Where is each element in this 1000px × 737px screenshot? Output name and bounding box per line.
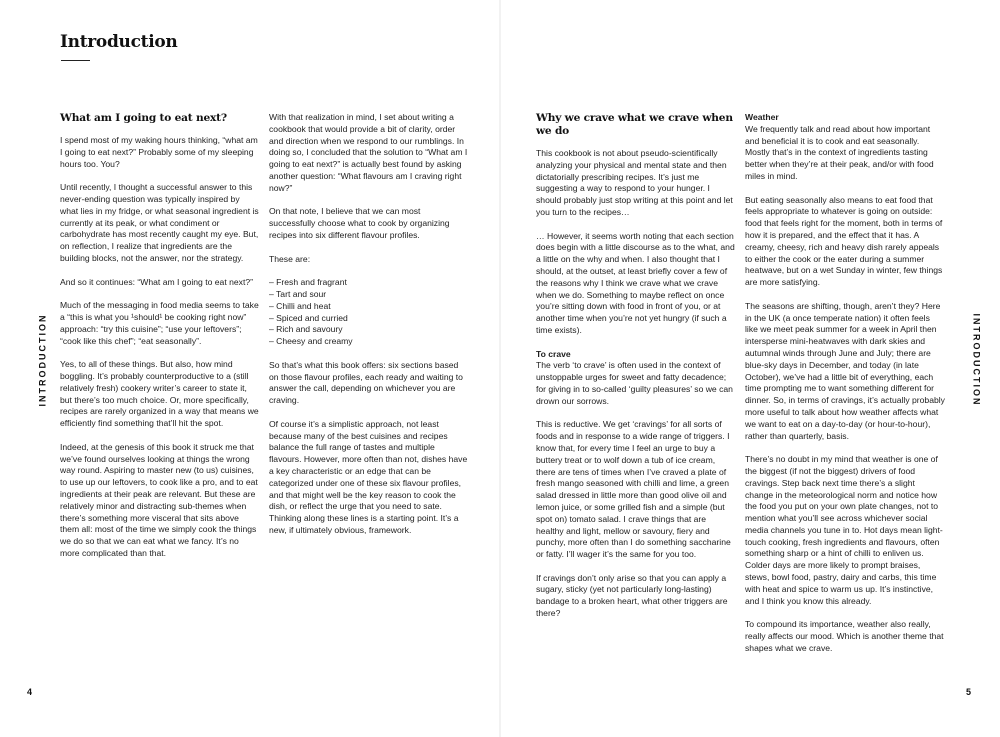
list-item: – Chilli and heat (269, 300, 331, 311)
side-running-title-left: INTRODUCTION (37, 313, 48, 407)
paragraph: Yes, to all of these things. But also, how mind boggling. It’s probably counterproductive to a (still relatively fresh) cookery writer’s career to state it, but there’s too much choice. Or, more specifically, recipes are rarely organized in a way that means we efficiently find something that’ll hit the spot. (60, 359, 259, 429)
paragraph: There’s no doubt in my mind that weather is one of the biggest (if not the biggest) drivers of food cravings. Step back next time there’s a slight change in the meteorological norm and notice how the food you put on your own plate changes, not to mention what you’ll see across whichever social media channels you tune in to. Hot days mean light-touch cooking, fresh ingredients and flavours, often something sharp or a hint of chilli to enliven us. Colder days are more likely to prompt braises, stews, bowl food, pastry, dairy and carbs, this time with heat and spice to warm us up. It’s instinctive, and I think you know this already. (745, 454, 943, 606)
paragraph: Of course it’s a simplistic approach, not least because many of the best cuisines and recipes balance the full range of tastes and multiple flavours. However, more often than not, dishes have a key characteristic or an edge that can be categorized under one of these six flavour profiles, and that might well be the key reason to cook the dish, or reflect the urge that you need to sate. Thinking along these lines is a starting point. It’s a new, if ultimately obvious, framework. (269, 418, 468, 535)
paragraph: I spend most of my waking hours thinking, “what am I going to eat next?” Probably some of my sleeping hours too. You? (60, 135, 258, 169)
list-item: – Rich and savoury (269, 324, 343, 335)
list-item: – Spiced and curried (269, 312, 348, 323)
section-heading-eat-next: What am I going to eat next? (60, 112, 227, 124)
list-item: – Fresh and fragrant (269, 277, 347, 288)
column-2 (269, 112, 469, 548)
section-heading-why-we-crave: Why we crave what we crave when we do (536, 112, 733, 137)
paragraph: The verb ‘to crave’ is often used in the context of unstoppable urges for sweet and fatty decadence; for giving in to so-called ‘guilty pleasures’ so we can drown our sorrows. (536, 360, 733, 406)
subheading-weather: Weather (745, 112, 779, 122)
paragraph: Indeed, at the genesis of this book it struck me that we’ve found ourselves looking at things the wrong way round. Aspiring to master new (to us) cuisines, to use up our leftovers, to cook like a pro, and to eat ingredients at their peak are relevant. But these are relatively minor and distracting sub-themes when there’s something more visceral that sits above them all: most of the time we simply cook the things we do so that we can eat what we fancy. It’s no more complicated than that. (60, 441, 258, 558)
paragraph: On that note, I believe that we can most successfully choose what to cook by organizing recipes into six different flavour profiles. (269, 206, 450, 240)
paragraph: … However, it seems worth noting that each section does begin with a little discourse as to the what, and a little on the why and when. I also thought that I should, at the outset, at least briefly cover a few of the reasons why I think we crave what we crave when we do. Something to maybe reflect on once you’re sitting down with food in front of you, or at another time when you’re not yet hungry (if such a time exists). (536, 230, 735, 335)
side-running-title-right: INTRODUCTION (971, 313, 982, 407)
paragraph: With that realization in mind, I set about writing a cookbook that would provide a bit of clarity, order and direction when we respond to our rumblings. In doing so, I concluded that the solution to “What am I going to eat next?” is actually best found by asking another question: “What flavours am I craving right now?” (269, 112, 468, 193)
subheading-to-crave: To crave (536, 348, 571, 359)
paragraph: So that’s what this book offers: six sections based on those flavour profiles, each ready and waiting to answer the call, depending on whichever you are craving. (269, 359, 463, 406)
paragraph: These are: (269, 253, 311, 264)
list-item: – Tart and sour (269, 288, 327, 299)
paragraph: To compound its importance, weather also really, really affects our mood. Which is another theme that shapes what we crave. (745, 619, 944, 653)
paragraph: This is reductive. We get ‘cravings’ for all sorts of foods and in response to a wide range of triggers. I know that, for every time I feel an urge to buy a buttery treat or to wolf down a tub of ice cream, there are tens of times when I’ve craved a plate of fresh mango seasoned with chilli and lime, a green salad dressed in little more than good olive oil and lemon juice, or some grilled fish and a simple (but spot on) tomato salad. I crave things that are healthy and light, mellow or savoury, fiery and punchy, more often than I do something saccharine or fatty. I’ll wager it’s the same for you too. (536, 419, 731, 560)
page-number-right: 5 (966, 687, 972, 697)
column-1 (60, 112, 260, 571)
paragraph: We frequently talk and read about how important and beneficial it is to cook and eat seasonally. Mostly that’s in the context of ingredients tasting better when they’re at their peak, and/or with food miles in mind. (745, 123, 934, 181)
page-number-left: 4 (27, 687, 33, 697)
title-rule (61, 60, 90, 61)
column-4 (745, 112, 945, 666)
column-3 (536, 112, 736, 632)
paragraph: But eating seasonally also means to eat food that feels appropriate to whatever is going on outside: food that feels right for the moment, both in terms of how it is prepared, and the effect that it has. A creamy, cheesy, rich and heavy dish rarely appeals to either the cook or the eater during a summer heatwave, but on a wet Sunday in winter, few things are more satisfying. (745, 194, 943, 288)
paragraph: If cravings don’t only arise so that you can apply a sugary, sticky (yet not particularly long-lasting) bandage to a broken heart, what other triggers are there? (536, 572, 728, 619)
paragraph: The seasons are shifting, though, aren’t they? Here in the UK (a once temperate nation) it often feels like we meet peak summer for a week in April then intersperse mini-heatwaves with dark skies and autumnal winds through June and July; there are blue-sky days in December, and today (in late October), we’ve had a little bit of everything, each time prompting me to want something different for dinner. So, in terms of cravings, it’s actually probably more useful to talk about how weather affects what we want to eat on a day-to-day (or hour-to-hour), rather than quarterly, basis. (745, 300, 945, 441)
chapter-title: Introduction (60, 32, 178, 52)
list-item: – Cheesy and creamy (269, 336, 353, 347)
paragraph: Until recently, I thought a successful answer to this never-ending question was typically inspired by what lies in my fridge, or what seasonal ingredient is currently at its peak, or what condiment or carbohydrate has most recently caught my eye. But, on reflection, I realize that ingredients are the building blocks, not the answer, nor the strategy. (60, 182, 259, 263)
paragraph: Much of the messaging in food media seems to take a “this is what you ¹should¹ be cooking right now” approach: “try this cuisine”; “use your leftovers”; “cook like this chef”; “eat seasonally”. (60, 300, 259, 346)
paragraph: And so it continues: “What am I going to eat next?” (60, 276, 253, 287)
paragraph: This cookbook is not about pseudo-scientifically analyzing your physical and mental state and then dictatorially prescribing recipes. It’s just me suggesting a way to respond to your hunger. I should probably just stop writing at this point and let you turn to the recipes… (536, 148, 733, 217)
flavour-profile-list (269, 277, 469, 348)
